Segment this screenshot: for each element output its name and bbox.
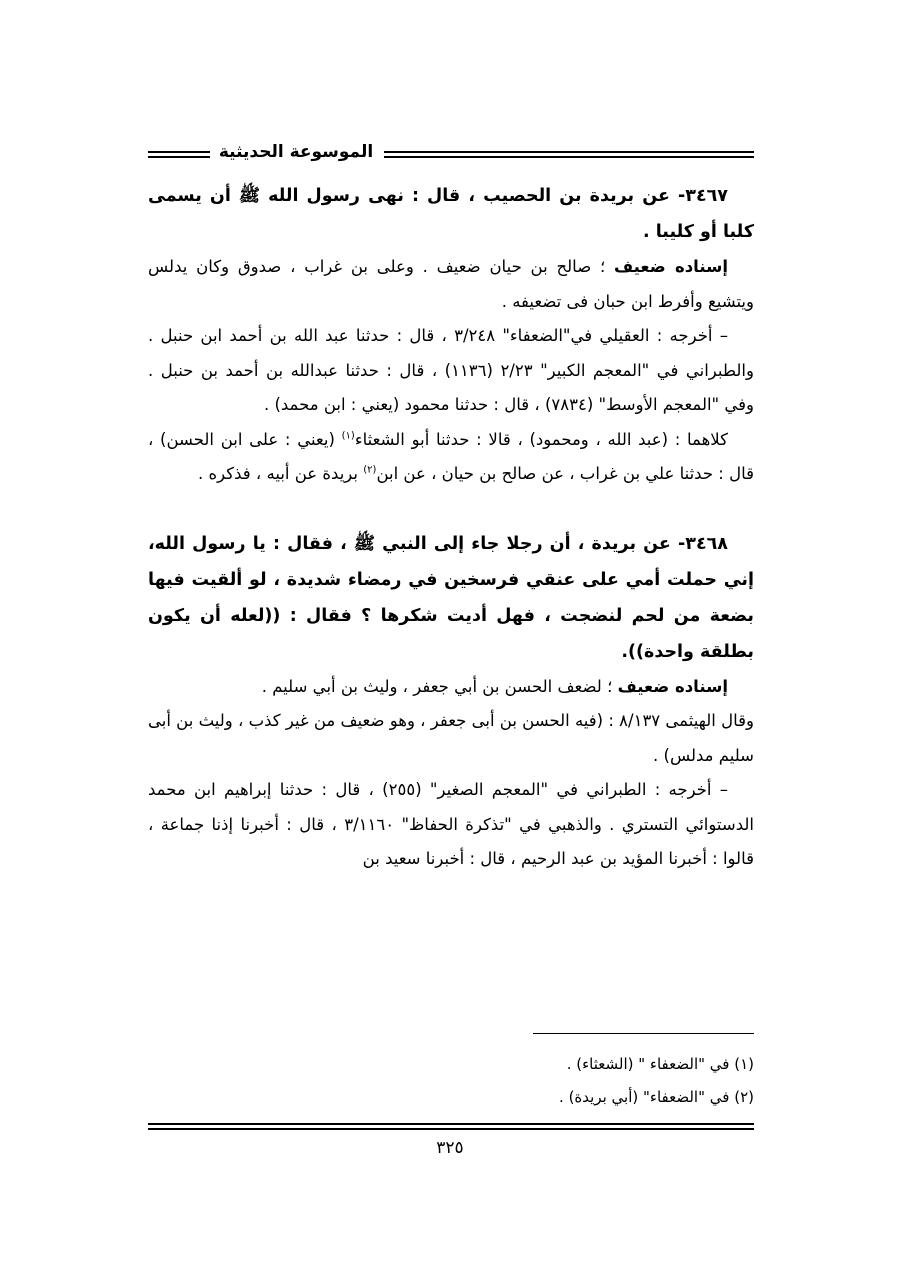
header-rule-left bbox=[148, 151, 210, 158]
isnad-label: إسناده ضعيف bbox=[617, 676, 728, 696]
isnad-text: ؛ صالح بن حيان ضعيف . وعلى بن غراب ، صدوق وكان يدلس ويتشيع وأفرط ابن حبان فى تضعيفه . bbox=[148, 257, 754, 311]
chain-text: (يعني : على ابن الحسن) ، قال : حدثنا علي بن غراب ، عن صالح بن حيان ، عن ابن bbox=[148, 429, 754, 483]
footnote-ref-1: (١) bbox=[341, 430, 355, 441]
hadith-3467-text: ٣٤٦٧- عن بريدة بن الحصيب ، قال : نهى رسول الله ﷺ أن يسمى كلبا أو كليبا . bbox=[148, 186, 754, 242]
header-rule-right bbox=[384, 151, 754, 158]
hadith-3468-isnad bbox=[148, 670, 754, 705]
hadith-3467-chain bbox=[148, 423, 754, 492]
chain-text: بريدة عن أبيه ، فذكره . bbox=[198, 464, 364, 483]
footnote-1: (١) في "الضعفاء " (الشعثاء) . bbox=[566, 1055, 754, 1073]
main-text bbox=[148, 178, 754, 877]
header-title: الموسوعة الحديثية bbox=[218, 142, 374, 162]
isnad-label: إسناده ضعيف bbox=[614, 257, 728, 276]
hadith-3468-text: ٣٤٦٨- عن بريدة ، أن رجلا جاء إلى النبي ﷺ ، فقال : يا رسول الله، إني حملت أمي على عنقي فرسخين في رمضاء شديدة ، لو ألقيت فيها بضعة من لحم لنضجت ، فهل أديت شكرها ؟ فقال : ((لعله أن يكون بطلقة واحدة)). bbox=[148, 533, 754, 662]
footnote-ref-2: (٢) bbox=[363, 464, 377, 476]
bottom-rule bbox=[148, 1123, 754, 1130]
section-gap bbox=[148, 492, 754, 526]
hadith-3467-takhrij: – أخرجه : العقيلي في"الضعفاء" ٣/٢٤٨ ، قال : حدثنا عبد الله بن أحمد ابن حنبل . والطبراني في "المعجم الكبير" ٢/٢٣ (١١٣٦) ، قال : حدثنا عبدالله بن أحمد بن حنبل . وفي "المعجم الأوسط" (٧٨٣٤) ، قال : حدثنا محمود (يعني : ابن محمد) . bbox=[148, 326, 754, 414]
isnad-text: ؛ لضعف الحسن بن أبي جعفر ، وليث بن أبي سليم . bbox=[261, 676, 618, 696]
footnote-rule bbox=[533, 1033, 754, 1034]
hadith-3467-isnad bbox=[148, 250, 754, 319]
page-number: ٣٢٥ bbox=[436, 1138, 464, 1158]
hadith-3468-takhrij: – أخرجه : الطبراني في "المعجم الصغير" (٢٥٥) ، قال : حدثنا إبراهيم ابن محمد الدستوائي التستري . والذهبي في "تذكرة الحفاظ" ٣/١١٦٠ ، قال : أخبرنا إذنا جماعة ، قالوا : أخبرنا المؤيد بن عبد الرحيم ، قال : أخبرنا سعيد بن bbox=[148, 780, 754, 868]
chain-text: كلاهما : (عبد الله ، ومحمود) ، قالا : حدثنا أبو الشعثاء bbox=[354, 429, 728, 449]
footnote-2: (٢) في "الضعفاء" (أبي بريدة) . bbox=[559, 1088, 754, 1106]
footnotes bbox=[148, 1048, 754, 1114]
hadith-3468-haythami: وقال الهيثمى ٨/١٣٧ : (فيه الحسن بن أبى جعفر ، وهو ضعيف من غير كذب ، وليث بن أبى سليم مدلس) . bbox=[148, 711, 754, 765]
running-header bbox=[148, 143, 754, 169]
